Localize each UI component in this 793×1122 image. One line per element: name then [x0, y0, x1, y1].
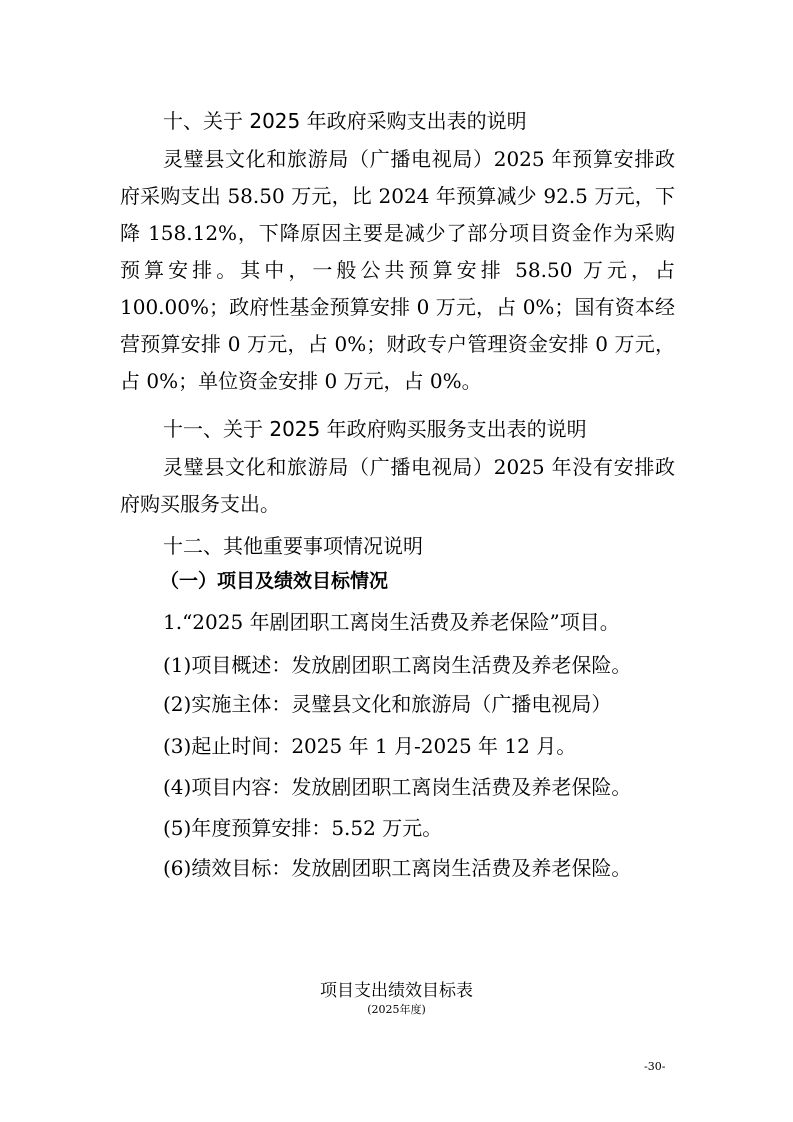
project-duration: (3)起止时间：2025 年 1 月-2025 年 12 月。: [163, 734, 577, 758]
project-overview: (1)项目概述：发放剧团职工离岗生活费及养老保险。: [163, 653, 632, 677]
table-subtitle: (2025年度): [367, 1003, 426, 1016]
table-title: 项目支出绩效目标表: [320, 981, 473, 1001]
section-10-paragraph: 灵璧县文化和旅游局（广播电视局）2025 年预算安排政府采购支出 58.50 万元，比 2024 年预算减少 92.5 万元，下降 158.12%，下降原因主要是减少了部分项目资金作为采购预算安排。其中，一般公共预算安排 58.50 万元，占 100.00%；政府性基金预算安排 0 万元，占 0%；国有资本经营预算安排 0 万元，占 0%；财政专户管理资金安排 0 万元，占 0%；单位资金安排 0 万元，占 0%。: [120, 147, 675, 393]
project-performance-goal: (6)绩效目标：发放剧团职工离岗生活费及养老保险。: [163, 856, 632, 880]
page-number: -30-: [644, 1060, 666, 1073]
section-12-subheading: （一）项目及绩效目标情况: [160, 570, 389, 592]
project-content: (4)项目内容：发放剧团职工离岗生活费及养老保险。: [163, 775, 632, 799]
section-12-heading: 十二、其他重要事项情况说明: [163, 534, 423, 558]
section-11-heading: 十一、关于 2025 年政府购买服务支出表的说明: [163, 417, 587, 441]
project-annual-budget: (5)年度预算安排：5.52 万元。: [163, 816, 443, 840]
section-10-heading: 十、关于 2025 年政府采购支出表的说明: [163, 109, 527, 133]
project-item-title: 1.“2025 年剧团职工离岗生活费及养老保险”项目。: [163, 610, 620, 634]
project-implementer: (2)实施主体：灵璧县文化和旅游局（广播电视局）: [163, 692, 612, 716]
section-11-paragraph: 灵璧县文化和旅游局（广播电视局）2025 年没有安排政府购买服务支出。: [120, 455, 675, 516]
